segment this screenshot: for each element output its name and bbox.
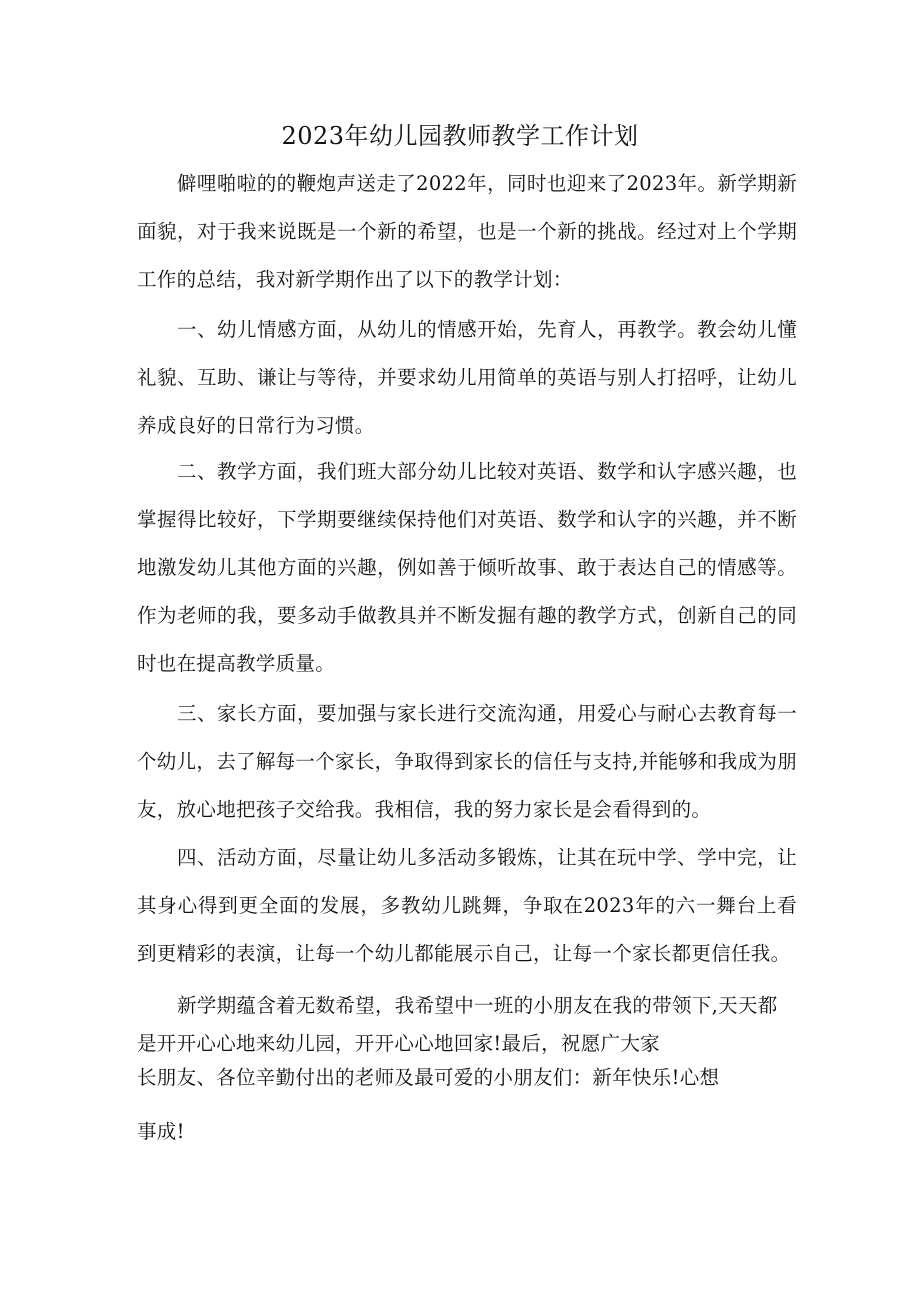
closing-line: 事成! xyxy=(137,1120,185,1143)
closing-line: 长朋友、各位辛勤付出的老师及最可爱的小朋友们：新年快乐!心想 xyxy=(137,1066,720,1089)
closing-line: 是开开心心地来幼儿园，开开心心地回家!最后，祝愿广大家 xyxy=(137,1032,660,1055)
paragraph-closing-start: 新学期蕴含着无数希望，我希望中一班的小朋友在我的带领下,天天都 xyxy=(177,994,778,1017)
paragraph-emotion: 一、幼儿情感方面，从幼儿的情感开始，先育人，再教学。教会幼儿懂礼貌、互助、谦让与等待，并要求幼儿用简单的英语与别人打招呼，让幼儿养成良好的日常行为习惯。 xyxy=(137,318,797,437)
paragraph-teaching: 二、教学方面，我们班大部分幼儿比较对英语、数学和认字感兴趣，也掌握得比较好，下学期要继续保持他们对英语、数学和认字的兴趣，并不断地激发幼儿其他方面的兴趣，例如善于倾听故事、敢于表达自己的情感等。作为老师的我，要多动手做教具并不断发掘有趣的教学方式，创新自己的同时也在提高教学质量。 xyxy=(137,460,797,675)
document-title: 2023年幼儿园教师教学工作计划 xyxy=(281,122,639,150)
paragraph-activities: 四、活动方面，尽量让幼儿多活动多锻炼，让其在玩中学、学中完，让其身心得到更全面的发展，多教幼儿跳舞，争取在2023年的六一舞台上看到更精彩的表演，让每一个幼儿都能展示自己，让每一个家长都更信任我。 xyxy=(137,846,797,965)
paragraph-intro: 僻哩啪啦的的鞭炮声送走了2022年，同时也迎来了2023年。新学期新面貌，对于我来说既是一个新的希望，也是一个新的挑战。经过对上个学期工作的总结，我对新学期作出了以下的教学计划： xyxy=(137,172,797,291)
paragraph-parents: 三、家长方面，要加强与家长进行交流沟通，用爱心与耐心去教育每一个幼儿，去了解每一个家长，争取得到家长的信任与支持,并能够和我成为朋友，放心地把孩子交给我。我相信，我的努力家长是会看得到的。 xyxy=(137,702,797,821)
